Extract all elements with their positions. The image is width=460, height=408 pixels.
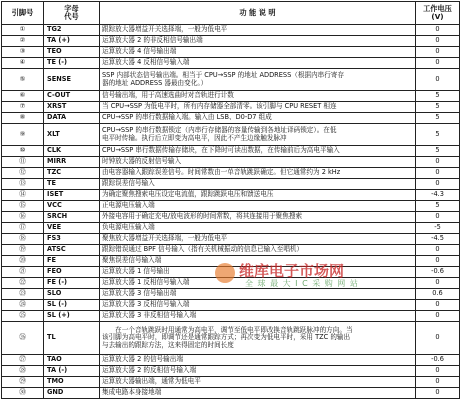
table-row [2,179,460,190]
pin-voltage: 0 [416,311,460,322]
pin-voltage: 0 [416,377,460,388]
pin-description: SSP 内部状态信号输出端。相当于 CPU→SSP 的地址 ADDRESS（根据内串行寄存 器的地址 ADDRESS 器最由变化。） [100,69,416,91]
pin-description: 集成电路本身接地端 [100,388,416,399]
pin-voltage: 0 [416,25,460,36]
table-row [2,146,460,157]
pin-number: ③ [2,47,44,58]
table-row [2,377,460,388]
pin-number: ⑦ [2,102,44,113]
pin-number: ㉑ [2,267,44,278]
pin-voltage: 0 [416,179,460,190]
pin-voltage: -5 [416,223,460,234]
pin-code: SL (+) [44,311,100,322]
pin-description: 跟踪错误通过 BPF 信号输入（指有关机械振动的信息已输入至唱机） [100,245,416,256]
pin-voltage: -4.5 [416,234,460,245]
pin-number: ⑲ [2,245,44,256]
pin-number: ⑨ [2,124,44,146]
pin-voltage: 5 [416,124,460,146]
table-row [2,388,460,399]
pin-code: FEO [44,267,100,278]
pin-description: 跟踪放大器增益开关选择端，一般为低电平 [100,25,416,36]
pin-number: ⑳ [2,256,44,267]
table-row [2,58,460,69]
pin-description: CPU→SSP 串行数据传输存储块，在下降时可读出数据，在传输前后为高电平输入 [100,146,416,157]
pin-voltage: 0 [416,168,460,179]
page [1,1,459,406]
pin-description: 运算放大器 3 反相信号输入端 [100,300,416,311]
table-row [2,113,460,124]
pin-voltage: 0 [416,278,460,289]
header-description: 功 能 说 明 [100,2,416,25]
table-row [2,190,460,201]
pin-description: 运算放大器 3 信号输出端 [100,289,416,300]
pin-voltage: 5 [416,146,460,157]
pin-voltage: 0 [416,256,460,267]
pin-voltage: -0.6 [416,267,460,278]
pin-voltage: 5 [416,201,460,212]
table-row [2,289,460,300]
pin-description: 当 CPU→SSP 为低电平时，所有内存储器全部清零。该引脚与 CPU RESET 相连 [100,102,416,113]
pin-code: CLK [44,146,100,157]
pin-code: TAO [44,355,100,366]
pin-voltage: 0.6 [416,289,460,300]
pin-description: CPU→SSP 的串行数据锁定（内串行存储器的容量传输到各地址译码锁定）。在低 电平时传输。执行后立即变为高电平，因此不产生边缘触发脉冲 [100,124,416,146]
pin-number: ㉘ [2,366,44,377]
pin-voltage: -4.3 [416,190,460,201]
pin-description: 运算放大器 4 信号输出端 [100,47,416,58]
pin-number: ⑰ [2,223,44,234]
pin-voltage: 0 [416,69,460,91]
table-row [2,223,460,234]
table-row [2,355,460,366]
pin-function-table [1,1,460,399]
pin-number: ⑯ [2,212,44,223]
pin-number: ⑫ [2,168,44,179]
table-row [2,212,460,223]
table-row [2,245,460,256]
pin-code: MIRR [44,157,100,168]
pin-voltage: 0 [416,47,460,58]
pin-description: CPU→SSP 的串行数据输入端。输入由 LSB、D0-D7 组成 [100,113,416,124]
header-code: 字母 代号 [44,2,100,25]
pin-code: SLO [44,289,100,300]
pin-description: 外接电容用于确定充电/放电波形的时间常数，将其连接用于聚焦搜索 [100,212,416,223]
pin-number: ⑥ [2,91,44,102]
table-row [2,234,460,245]
table-row [2,168,460,179]
pin-voltage: 5 [416,113,460,124]
pin-code: ISET [44,190,100,201]
pin-code: ATSC [44,245,100,256]
pin-description: 为确定聚焦搜索电压设定电流值，跟踪跳跃电压和馈送电压 [100,190,416,201]
table-row [2,102,460,113]
pin-description: 时钟放大器的反射信号输入 [100,157,416,168]
pin-voltage: 0 [416,245,460,256]
pin-code: SL (-) [44,300,100,311]
pin-number: ㉒ [2,278,44,289]
pin-description: 负电源电压输入端 [100,223,416,234]
pin-number: ⑬ [2,179,44,190]
pin-number: ⑤ [2,69,44,91]
pin-number: ㉓ [2,289,44,300]
pin-number: ㉕ [2,311,44,322]
table-body [2,25,460,399]
pin-description: 在一个音轨跳跃时用通常为高电平，调节至低电平即改换音轨跳跃脉冲的方向。当 该引脚为高电平时，即调节还是通常跟踪方式；再次变为低电平时，采用 TZC 的输出 与去输出的跟踪方法，这来得固定的时间长度 [100,322,416,355]
header-pin: 引脚号 [2,2,44,25]
pin-voltage: 5 [416,91,460,102]
pin-code: FS3 [44,234,100,245]
pin-voltage: 0 [416,36,460,47]
pin-description: 聚焦放大器增益开关选择端，一般为低电平 [100,234,416,245]
table-row [2,91,460,102]
pin-voltage: -0.6 [416,355,460,366]
pin-code: FE [44,256,100,267]
pin-description: 聚焦误差信号输入端 [100,256,416,267]
table-row [2,36,460,47]
pin-number: ㉙ [2,377,44,388]
pin-code: DATA [44,113,100,124]
pin-code: TMO [44,377,100,388]
pin-number: ⑭ [2,190,44,201]
pin-code: TA (-) [44,366,100,377]
pin-description: 由电容器输入跟踪误差信号。时间常数由一单音轨跳跃确定。但它通常约为 2 kHz [100,168,416,179]
table-row [2,278,460,289]
table-row [2,124,460,146]
pin-code: SRCH [44,212,100,223]
pin-voltage: 0 [416,388,460,399]
pin-voltage: 0 [416,212,460,223]
pin-description: 运算放大器 1 信号输出 [100,267,416,278]
pin-description: 运算放大器 2 的非反相信号输出端 [100,36,416,47]
pin-number: ㉖ [2,322,44,355]
table-row [2,311,460,322]
table-row [2,201,460,212]
table-row [2,47,460,58]
pin-number: ④ [2,58,44,69]
watermark-title: 维库电子市场网 [239,262,345,280]
table-row [2,69,460,91]
pin-code: TE (-) [44,58,100,69]
pin-voltage: 0 [416,157,460,168]
pin-code: VEE [44,223,100,234]
pin-code: TEO [44,47,100,58]
pin-code: TA (+) [44,36,100,47]
pin-voltage: 5 [416,102,460,113]
watermark-subtitle: 全 球 最 大 I C 采 购 网 站 [245,279,359,288]
pin-code: TZC [44,168,100,179]
pin-voltage: 0 [416,58,460,69]
pin-number: ⑪ [2,157,44,168]
pin-number: ⑱ [2,234,44,245]
pin-voltage: 0 [416,300,460,311]
pin-description: 信号输出端，用于高速选曲时对音轨进行计数 [100,91,416,102]
pin-number: ㉗ [2,355,44,366]
pin-number: ⑩ [2,146,44,157]
table-row [2,267,460,278]
pin-description: 运算放大器输出端，通常为低电平 [100,377,416,388]
pin-code: XLT [44,124,100,146]
pin-code: TG2 [44,25,100,36]
pin-code: FE (-) [44,278,100,289]
pin-description: 运算放大器 4 反相信号输入端 [100,58,416,69]
pin-description: 跟踪误差信号输入 [100,179,416,190]
table-row [2,322,460,355]
table-row [2,300,460,311]
header-voltage: 工作电压 (V) [416,2,460,25]
pin-number: ① [2,25,44,36]
pin-code: C-OUT [44,91,100,102]
pin-number: ⑮ [2,201,44,212]
pin-number: ⑧ [2,113,44,124]
pin-voltage: 0 [416,322,460,355]
pin-code: TE [44,179,100,190]
pin-description: 运算放大器 3 非反相信号输入端 [100,311,416,322]
table-row [2,256,460,267]
pin-description: 正电源电压输入端 [100,201,416,212]
pin-description: 运算放大器 1 反相信号输入端 [100,278,416,289]
table-row [2,157,460,168]
pin-code: XRST [44,102,100,113]
table-header-row [2,2,460,25]
pin-number: ② [2,36,44,47]
pin-voltage: 0 [416,366,460,377]
pin-description: 运算放大器 2 的信号输出端 [100,355,416,366]
pin-number: ㉚ [2,388,44,399]
pin-code: VCC [44,201,100,212]
pin-number: ㉔ [2,300,44,311]
pin-description: 运算放大器 2 的反相信号输入端 [100,366,416,377]
pin-code: GND [44,388,100,399]
table-row [2,366,460,377]
pin-code: SENSE [44,69,100,91]
table-row [2,25,460,36]
pin-code: TL [44,322,100,355]
